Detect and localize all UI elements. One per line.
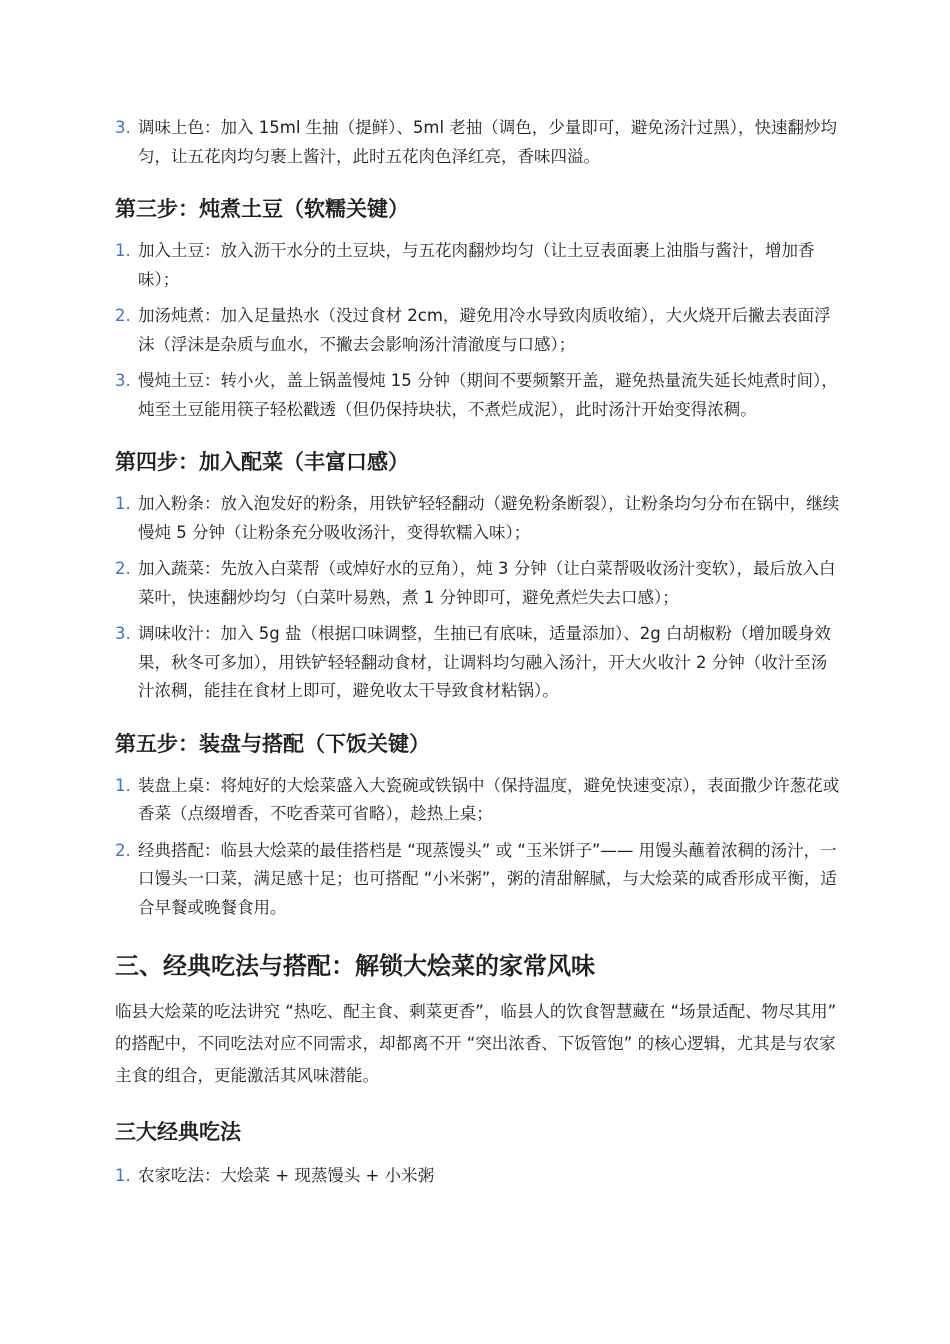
list-number: 1. <box>115 1166 131 1185</box>
document-page <box>115 114 840 1199</box>
list-item-text: 加入粉条：放入泡发好的粉条，用铁铲轻轻翻动（避免粉条断裂），让粉条均匀分布在锅中，继续慢炖 5 分钟（让粉条充分吸收汤汁，变得软糯入味）； <box>138 494 840 542</box>
list-item <box>115 490 840 547</box>
list-item-text: 调味上色：加入 15ml 生抽（提鲜）、5ml 老抽（调色，少量即可，避免汤汁过黑），快速翻炒均匀，让五花肉均匀裹上酱汁，此时五花肉色泽红亮，香味四溢。 <box>138 118 838 166</box>
list-item <box>115 620 840 706</box>
list-item-text: 慢炖土豆：转小火，盖上锅盖慢炖 15 分钟（期间不要频繁开盖，避免热量流失延长炖煮时间），炖至土豆能用筷子轻松戳透（但仍保持块状，不煮烂成泥），此时汤汁开始变得浓稠。 <box>138 371 838 419</box>
list-item <box>115 1162 840 1191</box>
list-item <box>115 837 840 923</box>
list-item <box>115 302 840 359</box>
list-item <box>115 772 840 829</box>
list-item <box>115 367 840 424</box>
list-number: 2. <box>115 559 131 578</box>
list-number: 1. <box>115 241 131 260</box>
list-number: 2. <box>115 306 131 325</box>
methods-heading: 三大经典吃法 <box>115 1120 241 1144</box>
list-item-text: 加入蔬菜：先放入白菜帮（或焯好水的豆角），炖 3 分钟（让白菜帮吸收汤汁变软），最后放入白菜叶，快速翻炒均匀（白菜叶易熟，煮 1 分钟即可，避免煮烂失去口感）； <box>138 559 836 607</box>
list-item <box>115 237 840 294</box>
list-number: 3. <box>115 118 131 137</box>
step4-heading: 第四步：加入配菜（丰富口感） <box>115 450 409 474</box>
step3-heading: 第三步：炖煮土豆（软糯关键） <box>115 197 409 221</box>
list-item-text: 调味收汁：加入 5g 盐（根据口味调整，生抽已有底味，适量添加）、2g 白胡椒粉（增加暖身效果，秋冬可多加），用铁铲轻轻翻动食材，让调料均匀融入汤汁，开大火收汁 2 分钟（收汁至汤汁浓稠，能挂在食材上即可，避免收太干导致食材粘锅）。 <box>138 624 831 700</box>
section3-heading: 三、经典吃法与搭配：解锁大烩菜的家常风味 <box>115 952 595 980</box>
list-item-text: 加汤炖煮：加入足量热水（没过食材 2cm，避免用冷水导致肉质收缩），大火烧开后撇去表面浮沫（浮沫是杂质与血水，不撇去会影响汤汁清澈度与口感）； <box>138 306 831 354</box>
list-item-text: 加入土豆：放入沥干水分的土豆块，与五花肉翻炒均匀（让土豆表面裹上油脂与酱汁，增加香味）； <box>138 241 815 289</box>
list-item <box>115 555 840 612</box>
list-number: 3. <box>115 371 131 390</box>
step5-heading: 第五步：装盘与搭配（下饭关键） <box>115 731 430 756</box>
list-number: 2. <box>115 840 131 860</box>
list-number: 1. <box>115 775 131 795</box>
list-item <box>115 114 840 171</box>
list-number: 3. <box>115 624 131 643</box>
list-item-text: 经典搭配：临县大烩菜的最佳搭档是 “现蒸馒头” 或 “玉米饼子”—— 用馒头蘸着浓稠的汤汁，一口馒头一口菜，满足感十足；也可搭配 “小米粥”，粥的清甜解腻，与大烩菜的咸香形成平衡，适合早餐或晚餐食用。 <box>138 840 837 917</box>
list-number: 1. <box>115 494 131 513</box>
list-item-text: 农家吃法：大烩菜 + 现蒸馒头 + 小米粥 <box>138 1166 435 1185</box>
section3-paragraph: 临县大烩菜的吃法讲究 “热吃、配主食、剩菜更香”，临县人的饮食智慧藏在 “场景适配、物尽其用” 的搭配中，不同吃法对应不同需求，却都离不开 “突出浓香、下饭管饱” 的核心逻辑，尤其是与农家主食的组合，更能激活其风味潜能。 <box>115 1002 837 1085</box>
list-item-text: 装盘上桌：将炖好的大烩菜盛入大瓷碗或铁锅中（保持温度，避免快速变凉），表面撒少许葱花或香菜（点缀增香，不吃香菜可省略），趁热上桌； <box>138 775 840 823</box>
